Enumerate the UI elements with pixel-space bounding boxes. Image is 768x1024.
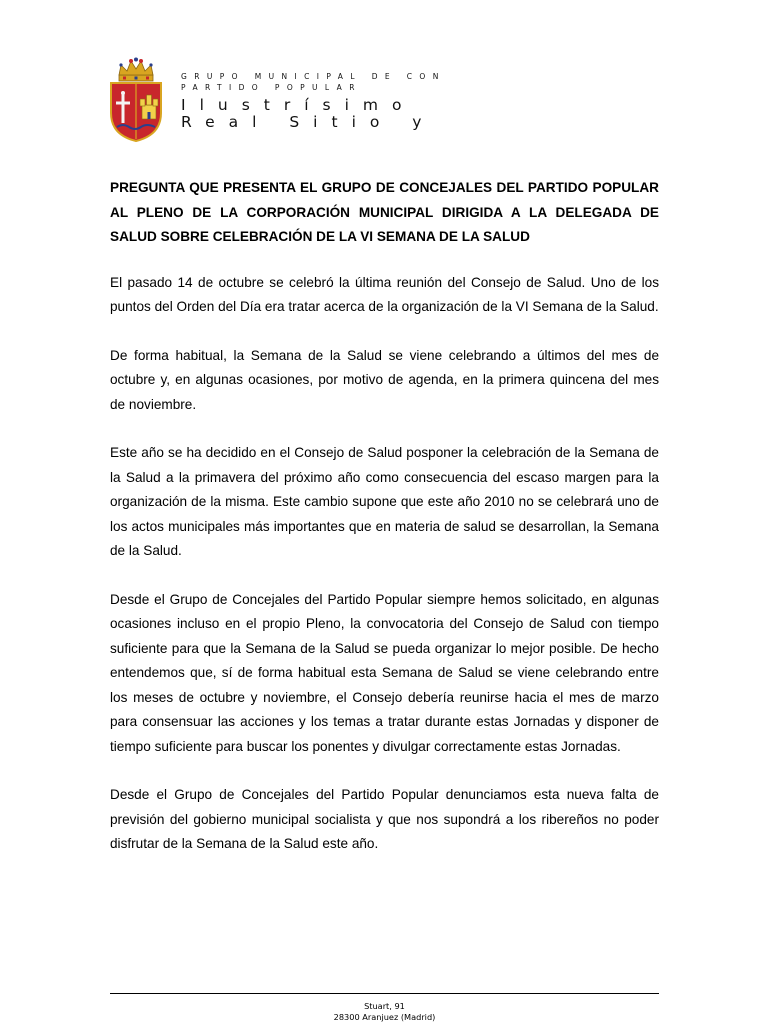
footer-address (110, 1001, 659, 1022)
paragraph-4: Desde el Grupo de Concejales del Partido Popular siempre hemos solicitado, en algunas ocasiones incluso en el propio Pleno, la convocatoria del Consejo de Salud con tiempo suficiente para que la Semana de la Salud se pueda organizar lo mejor posible. De hecho entendemos que, sí de forma habitual esta Semana de Salud se viene celebrando entre los meses de octubre y noviembre, el Consejo debería reunirse hacia el mes de marzo para consensuar las acciones y los temas a tratar durante estas Jornadas y disponer de tiempo suficiente para buscar los ponentes y divulgar correctamente estas Jornadas. (110, 591, 659, 754)
letterhead-title-line1: Ilustrísimo (181, 96, 416, 114)
letterhead (105, 55, 446, 145)
footer-street: Stuart, 91 (364, 1001, 405, 1011)
letterhead-party-line: PARTIDO POPULAR (181, 83, 362, 92)
letterhead-group-line: GRUPO MUNICIPAL DE CON (181, 72, 446, 81)
letterhead-title-line2: Real Sitio y (181, 113, 436, 131)
paragraph-2: De forma habitual, la Semana de la Salud se viene celebrando a últimos del mes de octubre y, en algunas ocasiones, por motivo de agenda, en la primera quincena del mes de noviembre. (110, 347, 659, 412)
paragraph-5: Desde el Grupo de Concejales del Partido Popular denunciamos esta nueva falta de previsión del gobierno municipal socialista y que nos supondrá a los ribereños no poder disfrutar de la Semana de la Salud este año. (110, 787, 659, 851)
document-body (110, 176, 659, 881)
footer-city: 28300 Aranjuez (Madrid) (333, 1011, 436, 1022)
footer-divider (110, 993, 659, 994)
document-title: PREGUNTA QUE PRESENTA EL GRUPO DE CONCEJALES DEL PARTIDO POPULAR AL PLENO DE LA CORPORACIÓN MUNICIPAL DIRIGIDA A LA DELEGADA DE SALUD SOBRE CELEBRACIÓN DE LA VI SEMANA DE LA SALUD (110, 180, 659, 244)
letterhead-text (181, 71, 446, 131)
paragraph-3: Este año se ha decidido en el Consejo de Salud posponer la celebración de la Semana de la Salud a la primavera del próximo año como consecuencia del escaso margen para la organización de la misma. Este cambio supone que este año 2010 no se celebrará uno de los actos municipales más importantes que en materia de salud se desarrollan, la Semana de la Salud. (110, 445, 659, 558)
coat-of-arms-icon (105, 57, 167, 143)
paragraph-1: El pasado 14 de octubre se celebró la última reunión del Consejo de Salud. Uno de los puntos del Orden del Día era tratar acerca de la organización de la VI Semana de la Salud. (110, 274, 659, 314)
